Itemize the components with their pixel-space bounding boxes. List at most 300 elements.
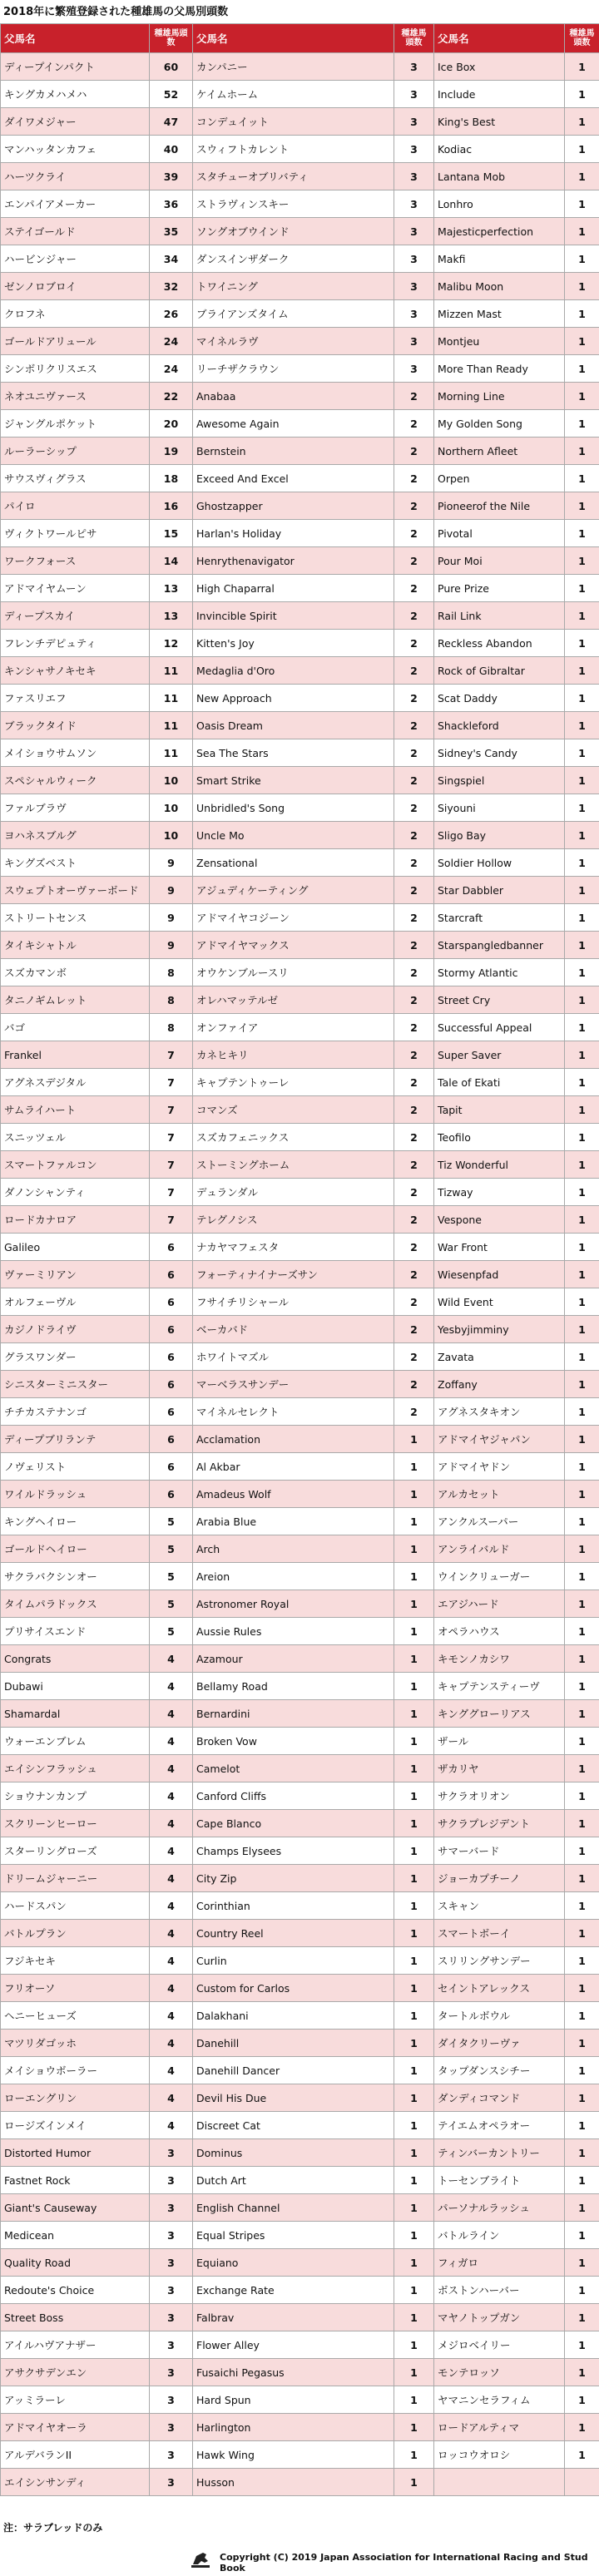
sire-name-cell: Bernardini — [193, 1700, 394, 1728]
stallion-count-cell: 1 — [565, 1151, 599, 1179]
stallion-count-cell: 1 — [565, 2249, 599, 2277]
table-row — [1, 1481, 599, 1508]
stallion-count-cell: 1 — [394, 1481, 434, 1508]
sire-name-cell: Shamardal — [1, 1700, 150, 1728]
table-row — [1, 355, 599, 383]
table-row — [1, 1343, 599, 1371]
sire-name-cell: Kitten's Joy — [193, 630, 394, 657]
stallion-count-cell: 35 — [150, 218, 193, 245]
sire-name-cell: Devil His Due — [193, 2084, 394, 2112]
sire-name-cell: Vespone — [434, 1206, 565, 1234]
jairs-logo-icon — [190, 2548, 211, 2569]
stallion-count-cell: 4 — [150, 1892, 193, 1920]
sire-name-cell: ソングオブウインド — [193, 218, 394, 245]
stallion-count-cell: 1 — [565, 959, 599, 986]
stallion-count-cell: 1 — [394, 1590, 434, 1618]
sire-name-cell: Frankel — [1, 1041, 150, 1069]
stallion-count-cell: 1 — [394, 1563, 434, 1590]
sire-name-cell: ローエングリン — [1, 2084, 150, 2112]
stallion-count-cell: 1 — [565, 602, 599, 630]
sire-name-cell: スズカフェニックス — [193, 1124, 394, 1151]
stallion-count-cell: 1 — [565, 1947, 599, 1975]
sire-name-cell: ストリートセンス — [1, 904, 150, 932]
stallion-count-cell: 1 — [565, 1837, 599, 1865]
stallion-count-cell: 2 — [394, 1206, 434, 1234]
stallion-count-cell: 1 — [394, 2030, 434, 2057]
stallion-count-cell: 1 — [394, 2002, 434, 2030]
table-row — [1, 657, 599, 685]
stallion-count-cell: 6 — [150, 1261, 193, 1288]
header-sire: 父馬名 — [434, 24, 565, 53]
table-row — [1, 1892, 599, 1920]
table-row — [1, 520, 599, 547]
sire-name-cell: Bellamy Road — [193, 1673, 394, 1700]
sire-name-cell: Northern Afleet — [434, 438, 565, 465]
sire-name-cell: アンライバルド — [434, 1535, 565, 1563]
sire-name-cell: War Front — [434, 1234, 565, 1261]
sire-name-cell: アルカセット — [434, 1481, 565, 1508]
table-row — [1, 273, 599, 300]
sire-name-cell: マーベラスサンデー — [193, 1371, 394, 1398]
stallion-count-cell: 1 — [394, 1426, 434, 1453]
sire-name-cell: Orpen — [434, 465, 565, 492]
sire-name-cell: セイントアレックス — [434, 1975, 565, 2002]
sire-name-cell: Include — [434, 81, 565, 108]
stallion-count-cell: 4 — [150, 1782, 193, 1810]
stallion-count-cell: 1 — [394, 1920, 434, 1947]
sire-name-cell: English Channel — [193, 2194, 394, 2222]
stallion-count-cell: 1 — [565, 465, 599, 492]
sire-name-cell: ファスリエフ — [1, 685, 150, 712]
table-row — [1, 1618, 599, 1645]
sire-name-cell: Montjeu — [434, 328, 565, 355]
stallion-count-cell: 2 — [394, 849, 434, 877]
sire-name-cell: Rock of Gibraltar — [434, 657, 565, 685]
stallion-count-cell: 1 — [565, 2030, 599, 2057]
sire-name-cell: ステイゴールド — [1, 218, 150, 245]
sire-name-cell: Kodiac — [434, 136, 565, 163]
sire-name-cell: コンデュイット — [193, 108, 394, 136]
stallion-count-cell: 1 — [394, 1453, 434, 1481]
sire-name-cell: ダンスインザダーク — [193, 245, 394, 273]
sire-name-cell: アグネスタキオン — [434, 1398, 565, 1426]
stallion-count-cell: 15 — [150, 520, 193, 547]
stallion-count-cell: 3 — [150, 2469, 193, 2496]
stallion-count-cell: 1 — [565, 904, 599, 932]
sire-name-cell: サウスヴィグラス — [1, 465, 150, 492]
sire-name-cell: Makfi — [434, 245, 565, 273]
stallion-count-cell: 1 — [565, 81, 599, 108]
stallion-count-cell: 3 — [150, 2249, 193, 2277]
stallion-count-cell: 1 — [394, 1947, 434, 1975]
table-row — [1, 190, 599, 218]
sire-name-cell: ロージズインメイ — [1, 2112, 150, 2139]
stallion-count-cell: 2 — [394, 959, 434, 986]
stallion-count-cell: 19 — [150, 438, 193, 465]
sire-name-cell: キモンノカシワ — [434, 1645, 565, 1673]
stallion-count-cell: 9 — [150, 877, 193, 904]
stallion-count-cell: 1 — [565, 767, 599, 794]
sire-name-cell: Starcraft — [434, 904, 565, 932]
stallion-count-cell — [565, 2469, 599, 2496]
stallion-count-cell: 1 — [565, 2112, 599, 2139]
stallion-count-cell: 2 — [394, 465, 434, 492]
sire-name-cell: バトルプラン — [1, 1920, 150, 1947]
sire-name-cell: Lonhro — [434, 190, 565, 218]
stallion-count-cell: 4 — [150, 1700, 193, 1728]
header-count: 種雄馬頭数 — [565, 24, 599, 53]
stallion-count-cell: 1 — [394, 1782, 434, 1810]
stallion-count-cell: 1 — [565, 1700, 599, 1728]
sire-name-cell: Astronomer Royal — [193, 1590, 394, 1618]
stallion-count-cell: 4 — [150, 1645, 193, 1673]
stallion-count-cell: 18 — [150, 465, 193, 492]
stallion-count-cell: 34 — [150, 245, 193, 273]
stallion-count-cell: 1 — [394, 2222, 434, 2249]
sire-name-cell: キャプテントゥーレ — [193, 1069, 394, 1096]
stallion-count-cell: 1 — [565, 190, 599, 218]
sire-name-cell: New Approach — [193, 685, 394, 712]
sire-name-cell: ジャングルポケット — [1, 410, 150, 438]
sire-name-cell: Corinthian — [193, 1892, 394, 1920]
table-row — [1, 53, 599, 81]
table-row — [1, 2139, 599, 2167]
table-body — [1, 53, 599, 2496]
sire-name-cell: Zavata — [434, 1343, 565, 1371]
stallion-count-cell: 3 — [394, 163, 434, 190]
table-row — [1, 1755, 599, 1782]
sire-name-cell: ダイワメジャー — [1, 108, 150, 136]
stallion-count-cell: 1 — [394, 2194, 434, 2222]
sire-name-cell: マイネルラヴ — [193, 328, 394, 355]
sire-name-cell: シンボリクリスエス — [1, 355, 150, 383]
stallion-count-cell: 3 — [150, 2167, 193, 2194]
sire-name-cell: Harlan's Holiday — [193, 520, 394, 547]
stallion-count-cell: 1 — [565, 1288, 599, 1316]
table-row — [1, 108, 599, 136]
sire-name-cell: Harlington — [193, 2414, 394, 2441]
sire-name-cell: Singspiel — [434, 767, 565, 794]
sire-name-cell: ヤマニンセラフィム — [434, 2386, 565, 2414]
stallion-count-cell: 3 — [394, 355, 434, 383]
stallion-count-cell: 1 — [394, 2386, 434, 2414]
stallion-count-cell: 2 — [394, 1151, 434, 1179]
sire-name-cell: Azamour — [193, 1645, 394, 1673]
sire-name-cell: Aussie Rules — [193, 1618, 394, 1645]
stallion-count-cell: 1 — [565, 355, 599, 383]
sire-name-cell: マヤノトップガン — [434, 2304, 565, 2331]
stallion-count-cell: 39 — [150, 163, 193, 190]
stallion-count-cell: 1 — [394, 1673, 434, 1700]
sire-name-cell: Wild Event — [434, 1288, 565, 1316]
sire-name-cell: アルデバランII — [1, 2441, 150, 2469]
stallion-count-cell: 2 — [394, 383, 434, 410]
sire-name-cell: ダイタクリーヴァ — [434, 2030, 565, 2057]
sire-name-cell: メイショウサムソン — [1, 739, 150, 767]
sire-name-cell: チチカステナンゴ — [1, 1398, 150, 1426]
stallion-count-cell: 1 — [565, 438, 599, 465]
stallion-count-cell: 4 — [150, 2112, 193, 2139]
stallion-count-cell: 4 — [150, 1920, 193, 1947]
sire-name-cell: プリサイスエンド — [1, 1618, 150, 1645]
sire-name-cell: アッミラーレ — [1, 2386, 150, 2414]
stallion-count-cell: 32 — [150, 273, 193, 300]
stallion-count-cell: 1 — [565, 1535, 599, 1563]
stallion-count-cell: 40 — [150, 136, 193, 163]
sire-name-cell: Pioneerof the Nile — [434, 492, 565, 520]
sire-name-cell: キンシャサノキセキ — [1, 657, 150, 685]
stallion-count-cell: 1 — [565, 1810, 599, 1837]
stallion-count-cell: 1 — [394, 2414, 434, 2441]
sire-name-cell: Country Reel — [193, 1920, 394, 1947]
sire-name-cell: Danehill — [193, 2030, 394, 2057]
stallion-count-cell: 1 — [565, 53, 599, 81]
table-row — [1, 1124, 599, 1151]
sire-name-cell: テレグノシス — [193, 1206, 394, 1234]
table-row — [1, 1426, 599, 1453]
table-row — [1, 2469, 599, 2496]
stallion-count-cell: 1 — [565, 2331, 599, 2359]
stallion-count-cell: 1 — [565, 2139, 599, 2167]
sire-name-cell: ホワイトマズル — [193, 1343, 394, 1371]
stallion-count-cell: 2 — [394, 602, 434, 630]
stallion-count-cell: 3 — [394, 218, 434, 245]
stallion-count-cell: 1 — [565, 630, 599, 657]
stallion-count-cell: 2 — [394, 1124, 434, 1151]
table-row — [1, 1261, 599, 1288]
sire-name-cell: Arabia Blue — [193, 1508, 394, 1535]
stallion-count-cell: 6 — [150, 1481, 193, 1508]
stallion-count-cell: 11 — [150, 685, 193, 712]
stallion-count-cell: 1 — [394, 2249, 434, 2277]
stallion-count-cell: 2 — [394, 1069, 434, 1096]
sire-name-cell: コマンズ — [193, 1096, 394, 1124]
stallion-count-cell: 2 — [394, 1316, 434, 1343]
sire-name-cell: Pour Moi — [434, 547, 565, 575]
stallion-count-cell: 2 — [394, 1343, 434, 1371]
stallion-count-cell: 2 — [394, 1014, 434, 1041]
sire-name-cell: スウェプトオーヴァーボード — [1, 877, 150, 904]
sire-name-cell: Fusaichi Pegasus — [193, 2359, 394, 2386]
sire-name-cell: アドマイヤオーラ — [1, 2414, 150, 2441]
table-row — [1, 1453, 599, 1481]
stallion-count-cell: 2 — [394, 739, 434, 767]
stallion-count-cell: 1 — [565, 1618, 599, 1645]
stallion-count-cell: 26 — [150, 300, 193, 328]
sire-name-cell: Falbrav — [193, 2304, 394, 2331]
stallion-count-cell: 1 — [565, 575, 599, 602]
stallion-count-cell: 5 — [150, 1590, 193, 1618]
stallion-count-cell: 4 — [150, 2030, 193, 2057]
stallion-count-cell: 10 — [150, 822, 193, 849]
sire-name-cell: Al Akbar — [193, 1453, 394, 1481]
table-row — [1, 1645, 599, 1673]
sire-name-cell: Medaglia d'Oro — [193, 657, 394, 685]
table-row — [1, 1673, 599, 1700]
sire-name-cell: クロフネ — [1, 300, 150, 328]
stallion-count-cell: 1 — [565, 2084, 599, 2112]
sire-name-cell: スウィフトカレント — [193, 136, 394, 163]
sire-name-cell: キングカメハメハ — [1, 81, 150, 108]
sire-name-cell: ストーミングホーム — [193, 1151, 394, 1179]
sire-name-cell: タップダンスシチー — [434, 2057, 565, 2084]
stallion-count-cell: 2 — [394, 767, 434, 794]
sire-name-cell: Yesbyjimminy — [434, 1316, 565, 1343]
sire-name-cell: アグネスデジタル — [1, 1069, 150, 1096]
stallion-count-cell: 1 — [394, 2112, 434, 2139]
table-row — [1, 712, 599, 739]
table-row — [1, 1096, 599, 1124]
sire-name-cell: Tiz Wonderful — [434, 1151, 565, 1179]
sire-name-cell: ハードスパン — [1, 1892, 150, 1920]
table-row — [1, 1041, 599, 1069]
sire-name-cell: ジョーカプチーノ — [434, 1865, 565, 1892]
stallion-count-cell: 1 — [565, 1179, 599, 1206]
sire-name-cell: Rail Link — [434, 602, 565, 630]
table-row — [1, 1316, 599, 1343]
stallion-count-cell: 1 — [565, 2277, 599, 2304]
sire-name-cell: スズカマンボ — [1, 959, 150, 986]
sire-name-cell: スキャン — [434, 1892, 565, 1920]
sire-name-cell: マンハッタンカフェ — [1, 136, 150, 163]
table-row — [1, 547, 599, 575]
stallion-count-cell: 2 — [394, 877, 434, 904]
sire-name-cell: Reckless Abandon — [434, 630, 565, 657]
sire-name-cell: アジュディケーティング — [193, 877, 394, 904]
sire-name-cell: エンパイアメーカー — [1, 190, 150, 218]
stallion-count-cell: 1 — [565, 1728, 599, 1755]
sire-name-cell: Redoute's Choice — [1, 2277, 150, 2304]
stallion-count-cell: 47 — [150, 108, 193, 136]
stallion-count-cell: 6 — [150, 1343, 193, 1371]
sire-name-cell: バゴ — [1, 1014, 150, 1041]
stallion-count-cell: 2 — [394, 547, 434, 575]
sire-name-cell: ディープブリランテ — [1, 1426, 150, 1453]
sire-name-cell: Mizzen Mast — [434, 300, 565, 328]
table-row — [1, 2084, 599, 2112]
stallion-count-cell: 14 — [150, 547, 193, 575]
sire-name-cell: Shackleford — [434, 712, 565, 739]
stallion-count-cell: 3 — [150, 2194, 193, 2222]
sire-name-cell: Canford Cliffs — [193, 1782, 394, 1810]
stallion-count-cell: 4 — [150, 1837, 193, 1865]
table-row — [1, 1590, 599, 1618]
sire-name-cell: スペシャルウィーク — [1, 767, 150, 794]
sire-name-cell: ワイルドラッシュ — [1, 1481, 150, 1508]
sire-name-cell: モンテロッソ — [434, 2359, 565, 2386]
stallion-count-cell: 4 — [150, 1810, 193, 1837]
table-row — [1, 410, 599, 438]
stallion-count-cell: 1 — [565, 520, 599, 547]
stallion-count-cell: 36 — [150, 190, 193, 218]
sire-name-cell: ハーツクライ — [1, 163, 150, 190]
sire-name-cell: ヘニーヒューズ — [1, 2002, 150, 2030]
stallion-count-cell: 13 — [150, 575, 193, 602]
stallion-count-cell: 3 — [394, 190, 434, 218]
sire-name-cell: スニッツェル — [1, 1124, 150, 1151]
sire-name-cell: ディープスカイ — [1, 602, 150, 630]
stallion-count-cell: 16 — [150, 492, 193, 520]
stallion-count-cell: 1 — [565, 2414, 599, 2441]
sire-name-cell: パーソナルラッシュ — [434, 2194, 565, 2222]
stallion-count-cell: 7 — [150, 1041, 193, 1069]
stallion-count-cell: 60 — [150, 53, 193, 81]
sire-name-cell: Hard Spun — [193, 2386, 394, 2414]
table-row — [1, 877, 599, 904]
sire-name-cell: Galileo — [1, 1234, 150, 1261]
sire-name-cell: ヨハネスブルグ — [1, 822, 150, 849]
sire-name-cell: Dutch Art — [193, 2167, 394, 2194]
table-row — [1, 1535, 599, 1563]
sire-name-cell: ボストンハーバー — [434, 2277, 565, 2304]
sire-name-cell: Dubawi — [1, 1673, 150, 1700]
stallion-count-cell: 1 — [565, 685, 599, 712]
stallion-count-cell: 1 — [394, 1618, 434, 1645]
sire-name-cell: Champs Elysees — [193, 1837, 394, 1865]
stallion-count-cell: 1 — [565, 2002, 599, 2030]
sire-name-cell: アドマイヤコジーン — [193, 904, 394, 932]
stallion-count-cell: 1 — [565, 273, 599, 300]
stallion-count-cell: 7 — [150, 1151, 193, 1179]
sire-name-cell: Camelot — [193, 1755, 394, 1782]
sire-name-cell: ブライアンズタイム — [193, 300, 394, 328]
stallion-count-cell: 3 — [394, 273, 434, 300]
stallion-count-cell: 11 — [150, 739, 193, 767]
sire-name-cell: ノヴェリスト — [1, 1453, 150, 1481]
stallion-count-cell: 2 — [394, 1234, 434, 1261]
sire-name-cell: Medicean — [1, 2222, 150, 2249]
sire-name-cell: ウォーエンブレム — [1, 1728, 150, 1755]
stallion-count-cell: 2 — [394, 1398, 434, 1426]
sire-name-cell: カジノドライヴ — [1, 1316, 150, 1343]
sire-name-cell: ゴールドヘイロー — [1, 1535, 150, 1563]
stallion-count-cell: 5 — [150, 1535, 193, 1563]
stallion-count-cell: 10 — [150, 794, 193, 822]
table-row — [1, 465, 599, 492]
sire-name-cell: ネオユニヴァース — [1, 383, 150, 410]
header-count: 種雄馬頭数 — [394, 24, 434, 53]
table-row — [1, 81, 599, 108]
table-row — [1, 2057, 599, 2084]
sire-name-cell: ダンディコマンド — [434, 2084, 565, 2112]
sire-name-cell: スリリングサンデー — [434, 1947, 565, 1975]
sire-name-cell: Ghostzapper — [193, 492, 394, 520]
stallion-count-cell: 1 — [565, 547, 599, 575]
stallion-count-cell: 4 — [150, 1728, 193, 1755]
sire-name-cell: Tizway — [434, 1179, 565, 1206]
stallion-count-cell: 4 — [150, 2002, 193, 2030]
stallion-count-cell: 4 — [150, 1755, 193, 1782]
sire-name-cell: Congrats — [1, 1645, 150, 1673]
sire-name-cell: エイシンフラッシュ — [1, 1755, 150, 1782]
copyright-text: Copyright (C) 2019 Japan Association for International Racing and Stud Book — [220, 2552, 588, 2574]
stallion-count-cell: 1 — [565, 1481, 599, 1508]
stallion-count-cell: 1 — [394, 2441, 434, 2469]
sire-name-cell: スターリングローズ — [1, 1837, 150, 1865]
table-row — [1, 822, 599, 849]
sire-name-cell: More Than Ready — [434, 355, 565, 383]
table-row — [1, 575, 599, 602]
sire-name-cell: アドマイヤムーン — [1, 575, 150, 602]
stallion-count-cell: 1 — [565, 218, 599, 245]
table-row — [1, 904, 599, 932]
stallion-count-cell: 3 — [394, 328, 434, 355]
stallion-count-cell: 2 — [394, 1096, 434, 1124]
table-row — [1, 1234, 599, 1261]
stallion-count-cell: 1 — [565, 2167, 599, 2194]
stallion-count-cell: 1 — [565, 2194, 599, 2222]
sire-name-cell: Dalakhani — [193, 2002, 394, 2030]
